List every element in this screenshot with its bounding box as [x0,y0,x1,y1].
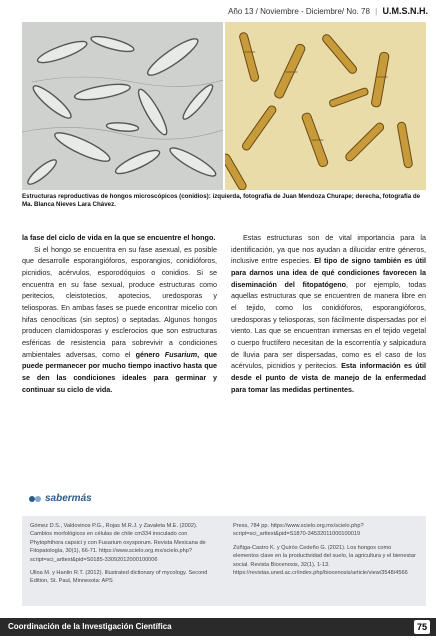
right-p1 [231,232,426,395]
figure-photos [22,22,426,190]
page-number: 75 [414,620,430,634]
references-left [30,522,215,600]
right-p1-text-a: Estas estructuras son de vital importancia para la identificación, ya que nos ayudan a dilucidar entre géneros, inclusive entre especies. [231,233,426,266]
reference-item: Ulloa M. y Hanlin R.T. (2012). Illustrated dictionary of mycology. Second Edition, St. Paul, Minnesota: APS [30,569,208,585]
reference-item: Press, 784 pp. https://www.scielo.org.mx/scielo.php?script=sci_arttext&pid=S1870-34532011000100019 [233,523,364,538]
issue-label: Año 13 / Noviembre - Diciembre/ No. 78 [228,7,370,16]
right-p1-text-b: , por ejemplo, todas aquellas estructuras que se encuentren de manera libre en el tejido, como los conidióforos, esporangióforos, uredosporas y teliosporas, son fácilmente dispersadas por el viento. Las que se encuentran inmersas en el tejido vegetal o cuerpo fructífero necesitan de la escorrentía y salpicadura de lluvia para ser dispersadas, como es el caso de los acérvulos, picnidios y peritecios. [231,279,426,371]
figure-caption: Estructuras reproductivas de hongos microscópicos (conidios): izquierda, fotografía de Juan Mendoza Churape; derecha, fotografía de Ma. Blanca Nieves Lara Chávez. [22,193,421,209]
logo-text: sabermás [45,493,92,504]
right-column [231,232,426,395]
header-separator: | [375,7,378,16]
photo-left-conidia [22,22,223,190]
references-box [22,516,426,606]
sabermas-logo [28,493,92,504]
institution-label: U.M.S.N.H. [382,6,428,16]
footer-label: Coordinación de la Investigación Científica [8,622,172,631]
right-p1-bold: El tipo de signo también es útil para darnos una idea de qué condiciones favorecen la diseminación del fitopatógeno [231,256,426,289]
page-header [0,0,436,20]
article-body [22,232,426,395]
right-p1-bold-end: Esta información es útil desde el punto de vista de manejo de la enfermedad para tomar las medidas pertinentes. [231,361,426,394]
header-issue-line [228,6,428,16]
reference-item: Zúñiga-Castro K. y Quirós Cedeño G. (2021). Los hongos como elementos clave en la productividad del suelo, la agricultura y el bienestar social. Revista Biocenosis, 32(1), 1-13. https://revistas.uned.ac.cr/index.php/biocenosis/article/view/3548/4566 [233,544,416,576]
references-right [233,522,418,600]
left-p1-bold: la fase del ciclo de vida en la que se encuentre el hongo. [22,233,216,242]
left-p2-bold-a: género [135,349,165,359]
left-p2-bold-italic: Fusarium [164,349,198,359]
left-column [22,232,217,395]
logo-mark-icon [28,494,42,504]
photo-right-conidia [225,22,426,190]
left-p2-bold-b: , que puede permanecer por mucho tiempo inactivo hasta que se den las condiciones ideales para germinar y continuar su ciclo de vida. [22,349,218,394]
page-footer [0,618,436,636]
left-p2 [22,244,217,396]
left-p2-text: Si el hongo se encuentra en su fase asexual, es posible que desarrolle esporangióforos, esporangios, conidióforos, picnidios, acérvulos, esporodóquios o conidios. Si se encuentra en su fase sexual, produce estructuras como peritecios, cleistotecios, apotecios, uredosporas y teliosporas. En ambas fases se puede encontrar micelio con hifas cenocíticas (sin septos) o septadas. Algunos hongos producen clamidosporas y esclerocios que son estructuras esféricas de resistencia para sobrevivir a condiciones ambientales adversas, como el [22,244,217,359]
reference-item: Gómez D.S., Valdovinos P.G., Rojas M.R.J. y Zavaleta M.E. (2002). Cambios morfológicos en células de chile cm334 inoculado con Phytophthora capsici y con Fusarium oxysporum. Revista Mexicana de Fitopatología, 30(1), 66-71. https://www.scielo.org.mx/scielo.php?script=sci_arttext&pid=S0185-33092012000100006 [30,523,206,563]
